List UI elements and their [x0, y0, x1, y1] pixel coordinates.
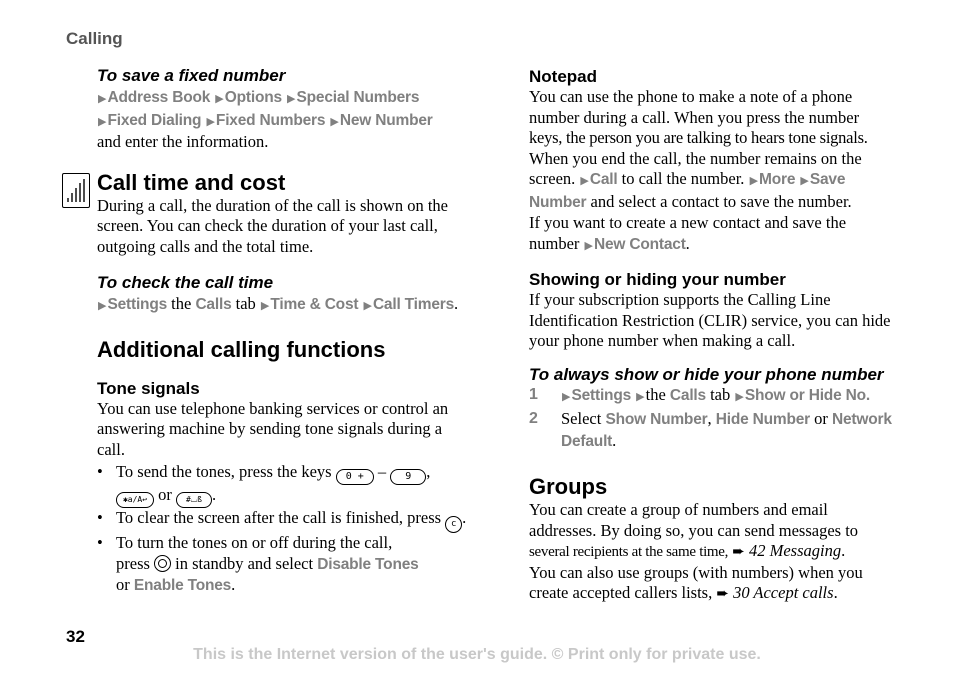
always-title: To always show or hide your phone number	[529, 364, 884, 384]
period: .	[212, 485, 217, 504]
bullet-text: To turn the tones on or off during the call,	[116, 533, 393, 552]
tone-bullet-2: • To clear the screen after the call is finished, press c .	[97, 508, 477, 533]
menu-fixed-numbers: Fixed Numbers	[215, 111, 326, 129]
dash: –	[377, 462, 387, 481]
text-line: When you end the call, the number remains on the	[529, 148, 862, 168]
key-9-icon: 9	[390, 469, 426, 485]
text-line: If you want to create a new contact and save the	[529, 213, 847, 232]
notepad-text	[529, 87, 909, 256]
menu-call-timers: Call Timers	[372, 296, 455, 313]
menu-address-book: Address Book	[107, 89, 211, 106]
pointer-arrow-icon: ➨	[732, 542, 745, 560]
arrow-icon: ▶	[584, 238, 593, 252]
menu-enable-tones: Enable Tones	[133, 577, 232, 594]
text: the	[645, 384, 666, 404]
save-fixed-text: and enter the information.	[97, 132, 269, 151]
menu-disable-tones: Disable Tones	[317, 555, 419, 573]
groups-title: Groups	[529, 474, 608, 499]
showing-text: If your subscription supports the Calling Line Identification Restriction (CLIR) service, you can hide your phone number when making a call.	[529, 290, 891, 350]
or-text: or	[158, 485, 172, 504]
text-line: You can create a group of numbers and email	[529, 500, 828, 519]
text-line: several recipients at the same time, ➨ 42 Messaging.	[529, 541, 846, 560]
always-step-1	[529, 385, 909, 408]
menu-new-number: New Number	[339, 111, 433, 129]
showing-title: Showing or hiding your number	[529, 270, 786, 289]
text: several recipients at the same time,	[529, 544, 729, 560]
key-star-icon: ✱a/A↩	[116, 492, 154, 508]
cross-reference: 42 Messaging	[748, 541, 842, 560]
step-number: 1	[529, 385, 538, 403]
period: .	[454, 294, 459, 313]
text: to call the number.	[621, 169, 745, 188]
menu-more: More	[759, 171, 796, 188]
tone-bullet-1	[97, 462, 477, 508]
menu-settings: Settings	[571, 386, 632, 404]
key-hash-icon: #⌴ß	[176, 492, 212, 508]
text-line: keys, the person you are talking to hears tone signals.	[529, 128, 868, 147]
pointer-arrow-icon: ➨	[716, 584, 729, 602]
menu-save-number: Save	[809, 171, 846, 188]
menu-call: Call	[589, 171, 618, 188]
check-time-path	[97, 294, 477, 317]
text-line: create accepted callers lists, ➨ 30 Accept calls.	[529, 583, 838, 602]
text-line	[529, 169, 909, 192]
menu-time-cost: Time & Cost	[270, 296, 359, 313]
text: create accepted callers lists,	[529, 583, 713, 602]
save-fixed-path-1	[97, 87, 477, 110]
bullet-text: in standby and select	[175, 553, 314, 573]
menu-fixed-dialing: Fixed Dialing	[107, 111, 202, 129]
text-line: number ▶New Contact.	[529, 233, 690, 253]
menu-calls: Calls	[195, 296, 232, 313]
bullet-text: To send the tones, press the keys	[116, 462, 332, 481]
menu-new-contact: New Contact	[594, 235, 686, 253]
text-tab: tab	[235, 294, 256, 313]
bullet: •	[97, 508, 103, 527]
or-text: or	[116, 575, 130, 594]
arrow-icon: ▶	[98, 299, 107, 312]
tone-title: Tone signals	[97, 378, 200, 398]
arrow-icon: ▶	[749, 174, 759, 187]
text: or	[814, 409, 828, 428]
navigation-key-icon	[154, 555, 171, 572]
check-time-title: To check the call time	[97, 273, 274, 292]
bullet-text: press	[116, 553, 150, 573]
arrow-icon: ▶	[287, 92, 296, 105]
arrow-icon: ▶	[98, 92, 107, 105]
menu-options: Options	[224, 89, 282, 106]
bullet: •	[97, 462, 103, 481]
arrow-icon: ▶	[260, 299, 270, 312]
page-number: 32	[66, 627, 85, 646]
notepad-title: Notepad	[529, 67, 597, 86]
bullet: •	[97, 533, 103, 552]
section-header: Calling	[66, 29, 123, 48]
call-time-text: During a call, the duration of the call is shown on the screen. You can check the duration of your last call, outgoing calls and the total time.	[97, 195, 448, 256]
menu-special-numbers: Special Numbers	[296, 89, 420, 106]
additional-title: Additional calling functions	[97, 336, 386, 362]
footer-notice: This is the Internet version of the user's guide. © Print only for private use.	[193, 646, 761, 663]
arrow-icon: ▶	[562, 389, 571, 403]
right-column	[529, 67, 909, 604]
text-the: the	[171, 294, 192, 313]
groups-text	[529, 500, 909, 604]
bullet-text: To clear the screen after the call is finished, press	[116, 508, 442, 527]
left-column	[97, 67, 477, 597]
arrow-icon: ▶	[98, 114, 107, 128]
phone-network-icon	[62, 173, 90, 208]
call-time-title: Call time and cost	[97, 169, 286, 195]
text: tab	[710, 384, 731, 404]
menu-settings: Settings	[107, 296, 168, 313]
menu-show-or-hide: Show or Hide No.	[744, 386, 870, 404]
arrow-icon: ▶	[363, 299, 372, 312]
text-line: You can also use groups (with numbers) when you	[529, 562, 863, 582]
menu-save-number: Number	[529, 193, 587, 211]
arrow-icon: ▶	[206, 114, 215, 128]
arrow-icon: ▶	[215, 92, 224, 105]
step-number: 2	[529, 410, 538, 427]
text: and select a contact to save the number.	[590, 191, 852, 211]
text-line: addresses. By doing so, you can send messages to	[529, 520, 859, 540]
arrow-icon: ▶	[330, 114, 339, 128]
menu-show-number: Show Number	[605, 411, 708, 428]
arrow-icon: ▶	[636, 389, 645, 403]
arrow-icon: ▶	[580, 174, 589, 187]
text: Select	[561, 409, 602, 428]
text-line: You can use the phone to make a note of a phone	[529, 87, 853, 106]
key-c-icon: c	[445, 516, 462, 533]
arrow-icon: ▶	[800, 174, 809, 187]
menu-network-default: Network	[831, 411, 892, 428]
save-fixed-title: To save a fixed number	[97, 66, 286, 85]
arrow-icon: ▶	[735, 389, 744, 403]
key-0-icon: 0 +	[336, 469, 374, 485]
cross-reference: 30 Accept calls	[733, 583, 834, 602]
menu-calls: Calls	[669, 386, 706, 404]
always-step-2: 2 Select Show Number, Hide Number or Network Default.	[529, 409, 892, 450]
tone-text: You can use telephone banking services or control an answering machine by sending tone signals during a call.	[97, 398, 449, 459]
save-fixed-path-2	[97, 110, 477, 133]
text-line: number during a call. When you press the number	[529, 107, 860, 127]
tone-bullet-3: • To turn the tones on or off during the call, press in standby and select Disable Tones or Enable Tones.	[97, 533, 419, 594]
menu-network-default: Default	[561, 432, 613, 450]
comma: ,	[426, 462, 431, 481]
text-line	[529, 192, 909, 214]
text: number	[529, 233, 580, 253]
menu-hide-number: Hide Number	[715, 411, 810, 428]
text: screen.	[529, 169, 576, 188]
